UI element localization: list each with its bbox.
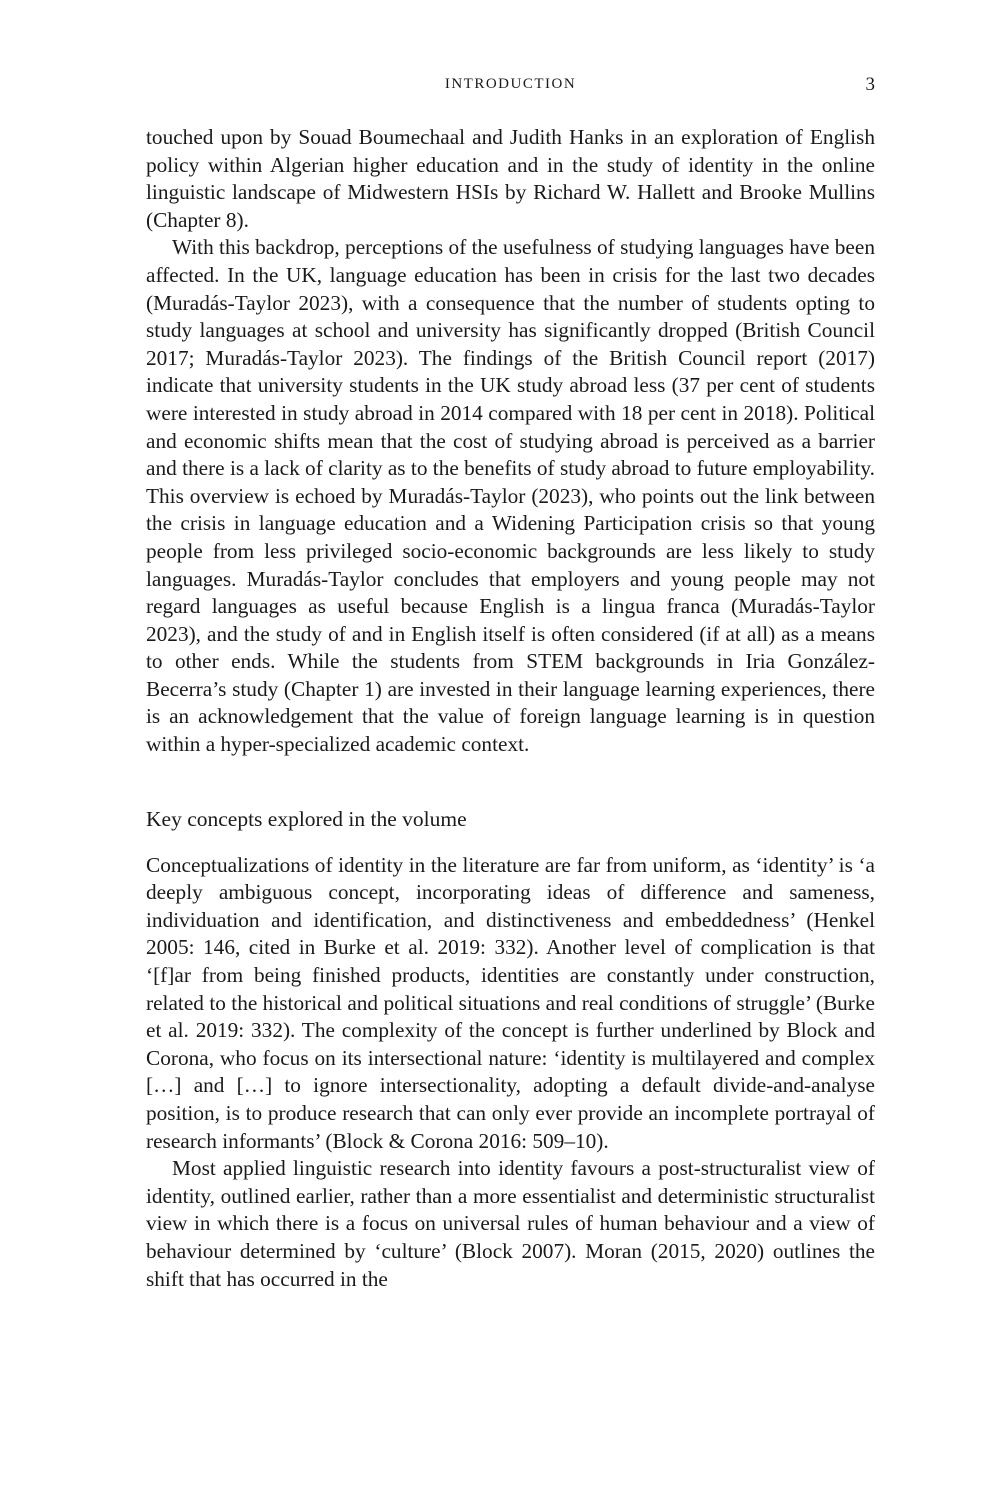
paragraph-language-crisis: With this backdrop, perceptions of the usefulness of studying languages have been affected. In the UK, language education has been in crisis for the last two decades (Muradás-Taylor 2023), with a consequence that the number of students opting to study languages at school and university has significantly dropped (British Council 2017; Muradás-Taylor 2023). The findings of the British Council report (2017) indicate that university students in the UK study abroad less (37 per cent of students were interested in study abroad in 2014 compared with 18 per cent in 2018). Political and economic shifts mean that the cost of studying abroad is perceived as a barrier and there is a lack of clarity as to the benefits of study abroad to future employability. This overview is echoed by Muradás-Taylor (2023), who points out the link between the crisis in language education and a Widening Participation crisis so that young people from less privileged socio-economic backgrounds are less likely to study languages. Muradás-Taylor concludes that employers and young people may not regard languages as useful because English is a lingua franca (Muradás-Taylor 2023), and the study of and in English itself is often considered (if at all) as a means to other ends. While the students from STEM backgrounds in Iria González-Becerra’s study (Chapter 1) are invested in their language learning experiences, there is an acknowledgement that the value of foreign language learning is in question within a hyper-specialized academic context. (146, 235, 875, 757)
running-title: INTRODUCTION (444, 76, 577, 92)
page-number: 3 (865, 74, 875, 95)
section-heading: Key concepts explored in the volume (146, 806, 467, 831)
body-text (146, 124, 875, 1293)
paragraph-post-structuralist: Most applied linguistic research into identity favours a post-structuralist view of identity, outlined earlier, rather than a more essentialist and deterministic structuralist view in which there is a focus on universal rules of human behaviour and a view of behaviour determined by ‘culture’ (Block 2007). Moran (2015, 2020) outlines the shift that has occurred in the (146, 1156, 875, 1291)
running-head (146, 74, 875, 98)
paragraph-conceptualizations: Conceptualizations of identity in the literature are far from uniform, as ‘identity’ is ‘a deeply ambiguous concept, incorporating ideas of difference and sameness, individuation and identification, and distinctiveness and embeddedness’ (Henkel 2005: 146, cited in Burke et al. 2019: 332). Another level of complication is that ‘[f]ar from being finished products, identities are constantly under construction, related to the historical and political situations and real conditions of struggle’ (Burke et al. 2019: 332). The complexity of the concept is further underlined by Block and Corona, who focus on its intersectional nature: ‘identity is multilayered and complex […] and […] to ignore intersectionality, adopting a default divide-and-analyse position, is to produce research that can only ever provide an incomplete portrayal of research informants’ (Block & Corona 2016: 509–10). (146, 852, 875, 1153)
paragraph-continuation: touched upon by Souad Boumechaal and Judith Hanks in an exploration of English policy within Algerian higher education and in the study of identity in the online linguistic landscape of Midwestern HSIs by Richard W. Hallett and Brooke Mullins (Chapter 8). (146, 125, 875, 232)
